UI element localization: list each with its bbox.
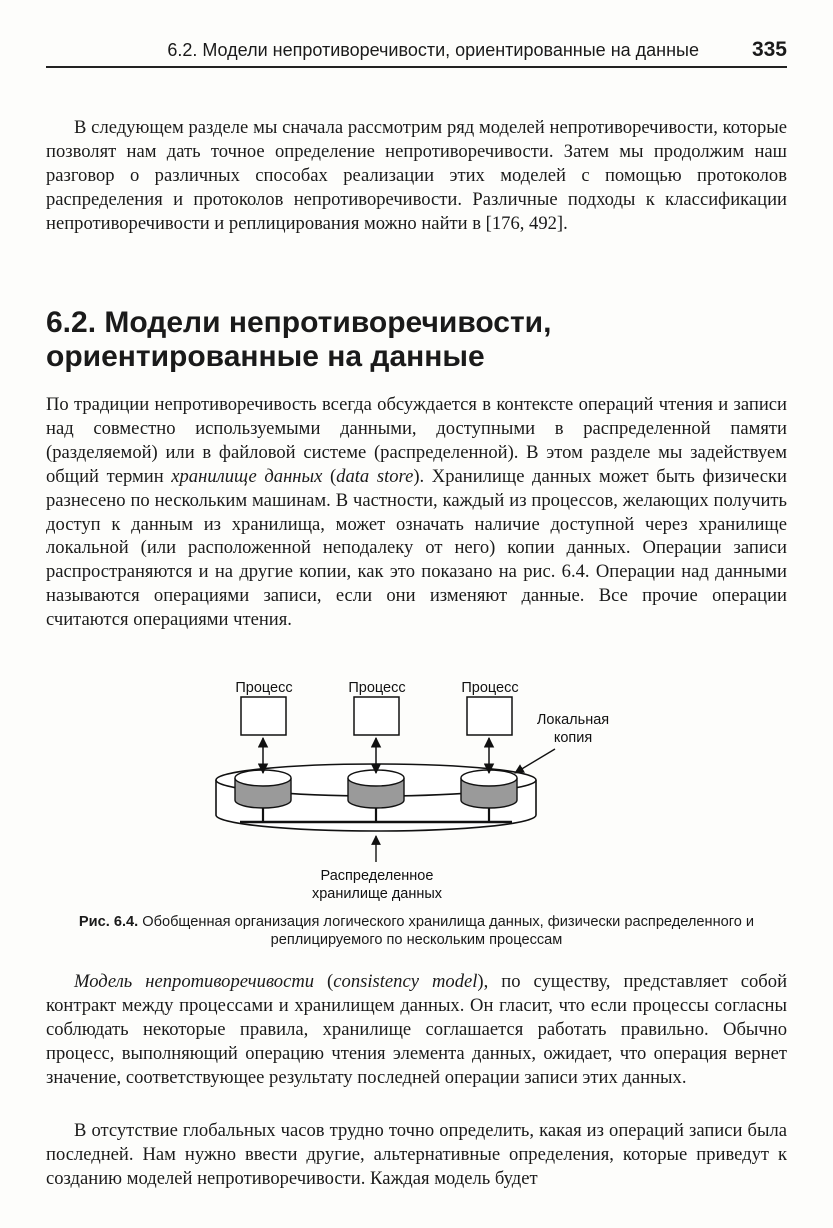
figure-caption [60,913,773,949]
running-head [46,38,787,68]
term-consistency-model-ru: Модель непротиворечивости [74,971,315,992]
paragraph-data-store [46,393,787,632]
section-heading-line-1: 6.2. Модели непротиворечивости, [46,306,552,339]
store-label-line-2: хранилище данных [311,886,443,902]
paragraph-global-clock: В отсутствие глобальных часов трудно точно определить, какая из операций записи была последней. Нам нужно ввести другие, альтернативные определения, которые приведут к созданию моделей непротиворечивости. Каждая модель будет [46,1120,787,1189]
section-heading [46,306,787,374]
local-copy-label-line-1: Локальная [536,712,610,728]
paragraph-data-store-part-3: ). Хранилище данных может быть физически разнесено по нескольким машинам. В частности, каждый из процессов, желающих получить доступ к данным из хранилища, может означать наличие доступной через хранилище локальной (или расположенной неподалеку от него) копии данных. Операции записи распространяются и на другие копии, как это показано на рис. 6.4. Операции над данными называются операциями записи, если они изменяют данные. Все прочие операции считаются операциями чтения. [46,465,787,631]
running-head-title: 6.2. Модели непротиворечивости, ориентированные на данные [167,40,699,60]
paragraph-intro: В следующем разделе мы сначала рассмотрим ряд моделей непротиворечивости, которые позволят нам дать точное определение непротиворечивости. Затем мы продолжим наш разговор о различных способах реализации этих моделей с помощью протоколов распределения и протоколов непротиворечивости. Различные подходы к классификации непротиворечивости и реплицирования можно найти в [176, 492]. [46,117,787,234]
process-box-1 [241,697,286,735]
term-data-store-en: data store [336,465,414,487]
process-box-2 [354,697,399,735]
local-copy-disk-1 [235,770,291,808]
paragraph-consistency-model-part-1: ( [314,971,334,992]
term-data-store-ru: хранилище данных [171,465,323,487]
paragraph-consistency-model-part-2: ), по существу, представляет собой контракт между процессами и хранилищем данных. Он гласит, что если процессы согласны соблюдать некоторые правила, хранилище соглашается работать правильно. Обычно процесс, выполняющий операцию чтения элемента данных, ожидает, что операция вернет значение, соответствующее результату последней операции записи этих данных. [46,971,788,1088]
local-copy-disk-3 [461,770,517,808]
page-number: 335 [751,38,787,61]
process-label-3: Процесс [461,680,519,696]
figure-caption-text: Обобщенная организация логического хранилища данных, физически распределенного и реплицируемого по нескольким процессам [138,914,755,948]
section-heading-line-2: ориентированные на данные [46,340,485,373]
figure-caption-label: Рис. 6.4. [78,914,139,930]
process-box-3 [467,697,512,735]
term-consistency-model-en: consistency model [333,971,478,992]
figure-data-store-diagram [0,670,833,910]
paragraph-data-store-part-1: По традиции непротиворечивость всегда обсуждается в контексте операций чтения и записи над совместно используемыми данными, доступными в распределенной памяти (разделяемой) или в файловой системе (распределенной). В этом разделе мы задействуем общий термин [46,394,787,487]
paragraph-consistency-model [46,970,787,1090]
store-label-line-1: Распределенное [320,868,434,884]
local-copy-pointer-arrow [515,749,555,773]
local-copy-disk-2 [348,770,404,808]
process-label-2: Процесс [348,680,406,696]
paragraph-data-store-part-2: ( [322,465,337,487]
process-label-1: Процесс [235,680,293,696]
local-copy-label-line-2: копия [553,730,593,746]
